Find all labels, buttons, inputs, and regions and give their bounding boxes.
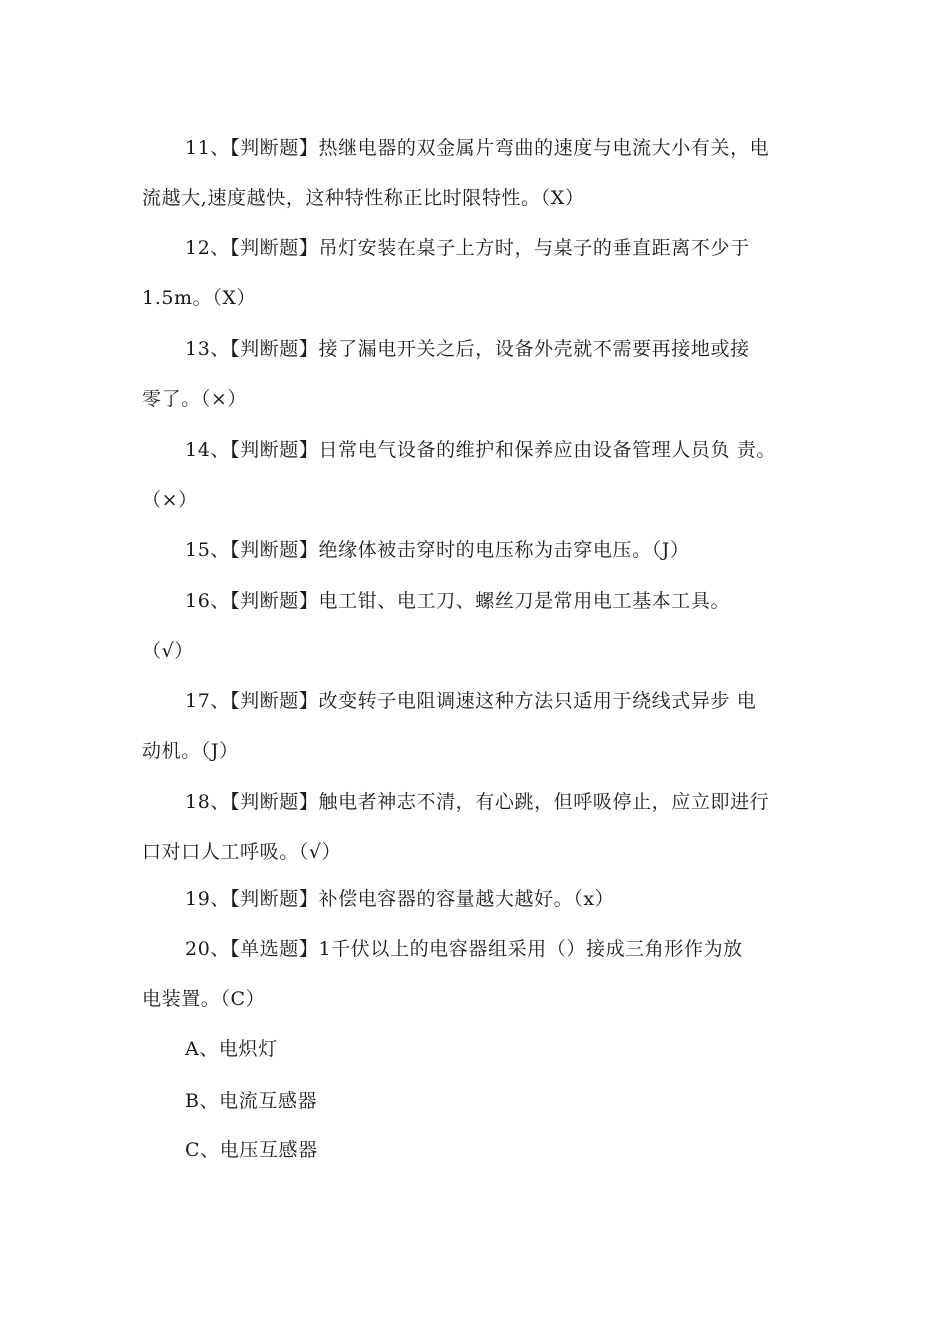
question-17-line-2: 动机。（J） [142,740,239,762]
question-18-line-2: 口对口人工呼吸。（√） [142,841,342,863]
question-16-line-1: 16、【判断题】电工钳、电工刀、螺丝刀是常用电工基本工具。 [185,590,731,612]
question-16-line-2: （√） [142,640,194,662]
question-13-line-2: 零了。（×） [142,388,248,410]
option-b: B、电流互感器 [185,1090,318,1112]
question-11-line-2: 流越大,速度越快，这种特性称正比时限特性。（X） [142,187,585,209]
question-14-line-2: （×） [142,489,198,511]
option-a: A、电炽灯 [185,1038,278,1060]
question-17-line-1: 17、【判断题】改变转子电阻调速这种方法只适用于绕线式异步 电 [185,690,757,712]
option-c: C、电压互感器 [185,1139,318,1161]
question-13-line-1: 13、【判断题】接了漏电开关之后，设备外壳就不需要再接地或接 [185,338,750,360]
question-18-line-1: 18、【判断题】触电者神志不清，有心跳，但呼吸停止，应立即进行 [185,791,770,813]
question-12-line-1: 12、【判断题】吊灯安装在桌子上方时，与桌子的垂直距离不少于 [185,237,750,259]
question-20-line-2: 电装置。（C） [142,988,266,1010]
question-15-line-1: 15、【判断题】绝缘体被击穿时的电压称为击穿电压。（J） [185,539,690,561]
question-12-line-2: 1.5m。（X） [142,287,257,309]
question-14-line-1: 14、【判断题】日常电气设备的维护和保养应由设备管理人员负 责。 [185,439,776,461]
question-11-line-1: 11、【判断题】热继电器的双金属片弯曲的速度与电流大小有关，电 [185,137,770,159]
question-20-line-1: 20、【单选题】1千伏以上的电容器组采用（）接成三角形作为放 [185,938,743,960]
question-19-line-1: 19、【判断题】补偿电容器的容量越大越好。（x） [185,888,615,910]
